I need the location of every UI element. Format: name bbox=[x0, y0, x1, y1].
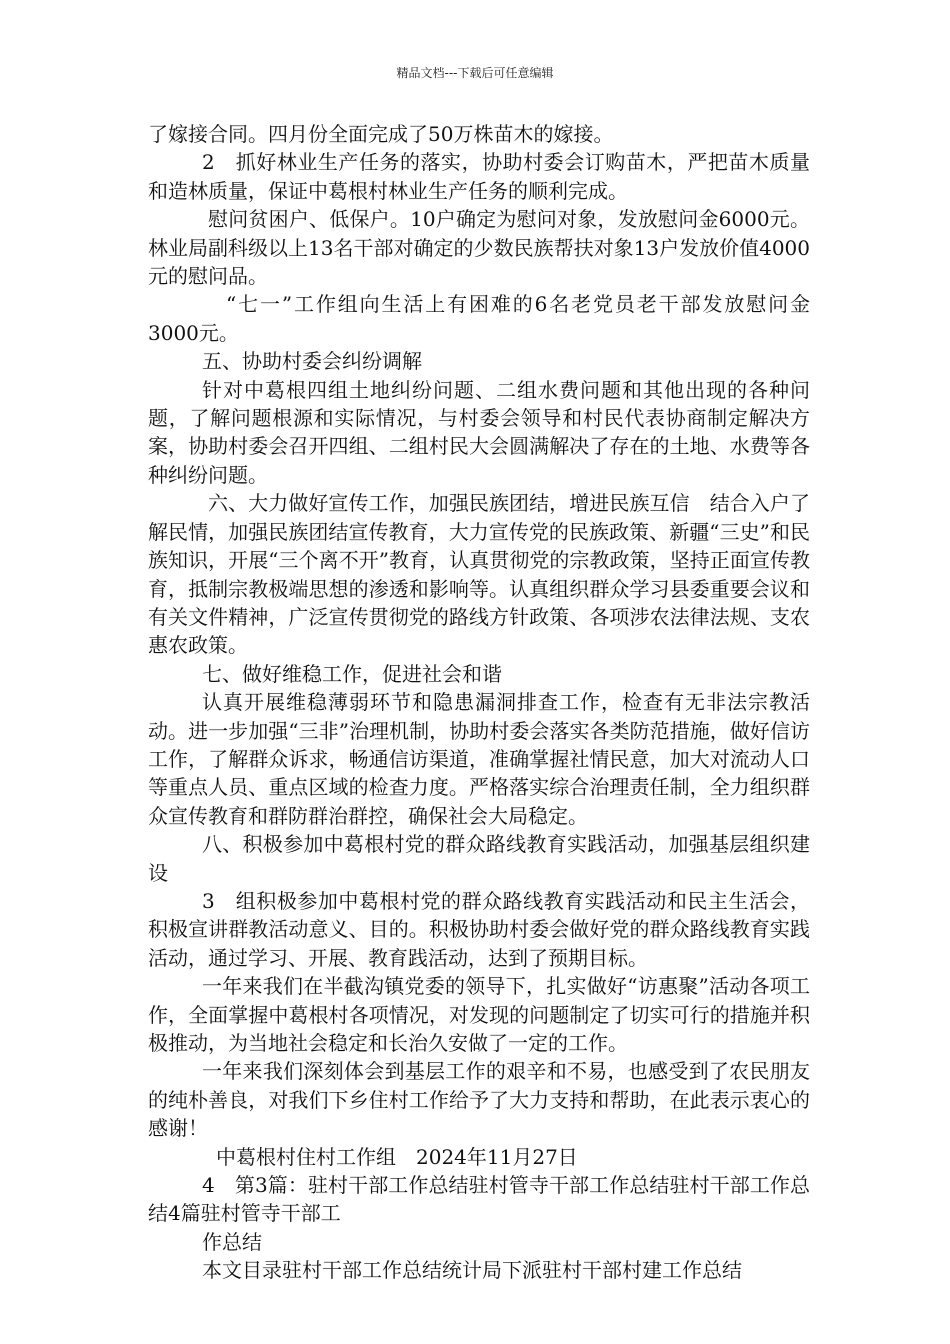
paragraph-mass-line: 3 组积极参加中葛根村党的群众路线教育实践活动和民主生活会，积极宣讲群教活动意义、目的。积极协助村委会做好党的群众路线教育实践活动，通过学习、开展、教育践活动，达到了预期目标。 bbox=[148, 888, 810, 970]
paragraph-table-of-contents: 本文目录驻村干部工作总结统计局下派驻村干部村建工作总结 bbox=[202, 1258, 742, 1283]
paragraph-stability: 认真开展维稳薄弱环节和隐患漏洞排查工作，检查有无非法宗教活动。进一步加强“三非”治理机制，协助村委会落实各类防范措施，做好信访工作，了解群众诉求，畅通信访渠道，准确掌握社情民意，加大对流动人口等重点人员、重点区域的检查力度。严格落实综合治理责任制，全力组织群众宣传教育和群防群治群控，确保社会大局稳定。 bbox=[148, 690, 810, 828]
section-heading-8: 八、积极参加中葛根村党的群众路线教育实践活动，加强基层组织建设 bbox=[148, 832, 810, 885]
paragraph-article-3-title-end: 作总结 bbox=[202, 1229, 262, 1254]
document-body bbox=[148, 120, 810, 1285]
paragraph-thanks: 一年来我们深刻体会到基层工作的艰辛和不易，也感受到了农民朋友的纯朴善良，对我们下乡住村工作给予了大力支持和帮助，在此表示衷心的感谢！ bbox=[148, 1059, 810, 1141]
paragraph-publicity: 六、大力做好宣传工作，加强民族团结，增进民族互信 结合入户了解民情，加强民族团结宣传教育，大力宣传党的民族政策、新疆“三史”和民族知识，开展“三个离不开”教育，认真贯彻党的宗教政策，坚持正面宣传教育，抵制宗教极端思想的渗透和影响等。认真组织群众学习县委重要会议和有关文件精神，广泛宣传贯彻党的路线方针政策、各项涉农法律法规、支农惠农政策。 bbox=[148, 491, 810, 658]
paragraph-july-first: “七一”工作组向生活上有困难的6名老党员老干部发放慰问金3000元。 bbox=[148, 292, 810, 345]
section-heading-5: 五、协助村委会纠纷调解 bbox=[202, 349, 422, 374]
paragraph-year-summary: 一年来我们在半截沟镇党委的领导下，扎实做好“访惠聚”活动各项工作，全面掌握中葛根村各项情况，对发现的问题制定了切实可行的措施并积极推动，为当地社会稳定和长治久安做了一定的工作。 bbox=[148, 974, 810, 1055]
paragraph-condolence: 慰问贫困户、低保户。10户确定为慰问对象，发放慰问金6000元。林业局副科级以上13名干部对确定的少数民族帮扶对象13户发放价值4000元的慰问品。 bbox=[148, 207, 810, 289]
paragraph-continuation: 了嫁接合同。四月份全面完成了50万株苗木的嫁接。 bbox=[148, 122, 614, 146]
section-heading-7: 七、做好维稳工作，促进社会和谐 bbox=[202, 661, 502, 686]
paragraph-dispute: 针对中葛根四组土地纠纷问题、二组水费问题和其他出现的各种问题，了解问题根源和实际情况，与村委会领导和村民代表协商制定解决方案，协助村委会召开四组、二组村民大会圆满解决了存在的土地、水费等各种纠纷问题。 bbox=[148, 377, 810, 487]
page-header: 精品文档---下载后可任意编辑 bbox=[396, 66, 554, 80]
paragraph-forestry-task: 2 抓好林业生产任务的落实，协助村委会订购苗木，严把苗木质量和造林质量，保证中葛根村林业生产任务的顺利完成。 bbox=[148, 150, 810, 203]
paragraph-article-3-title: 4 第3篇：驻村干部工作总结驻村管寺干部工作总结驻村干部工作总结4篇驻村管寺干部工 bbox=[148, 1173, 810, 1226]
signature-line: 中葛根村住村工作组 2024年11月27日 bbox=[216, 1144, 578, 1169]
